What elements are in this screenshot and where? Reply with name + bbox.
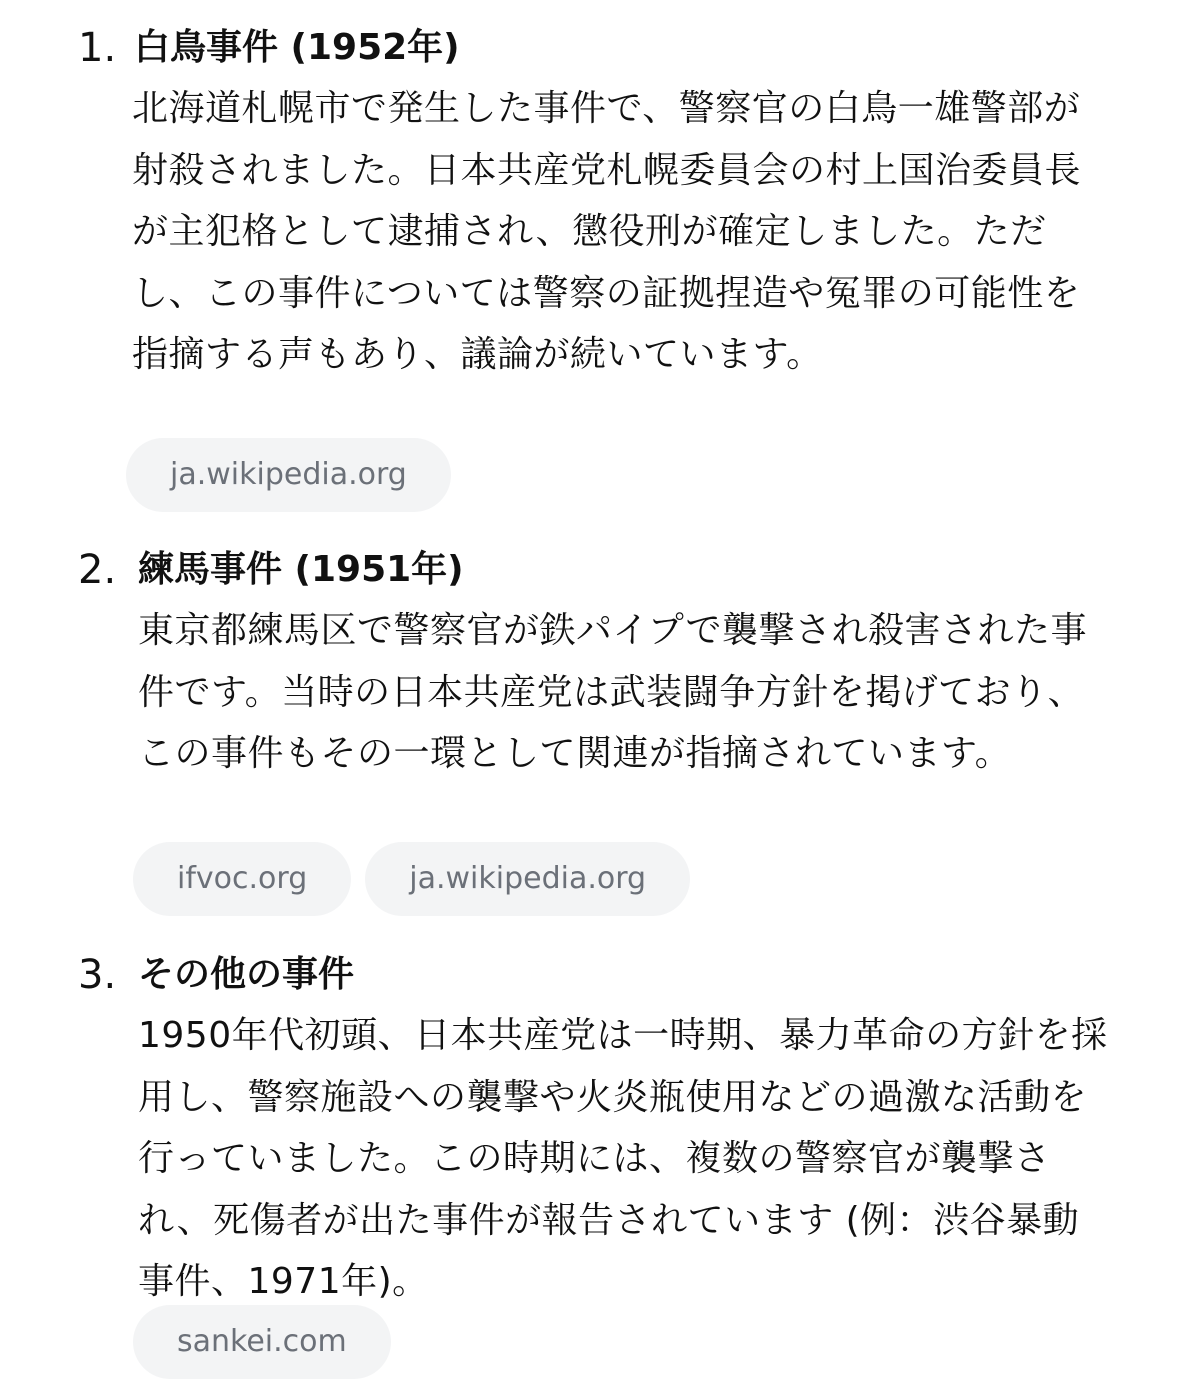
list-item-title: 練馬事件 (1951年) xyxy=(138,549,464,590)
list-item-number: 2. xyxy=(78,547,117,593)
list-item-title: 白鳥事件 (1952年) xyxy=(134,27,460,68)
source-chips xyxy=(133,842,690,916)
list-item-number: 3. xyxy=(78,952,117,998)
list-item-title: その他の事件 xyxy=(138,954,355,995)
list-item-body: 東京都練馬区で警察官が鉄パイプで襲撃され殺害された事件です。当時の日本共産党は武装闘争方針を掲げており、この事件もその一環として関連が指摘されています。 xyxy=(138,610,1088,774)
source-chips xyxy=(133,1305,391,1379)
source-chip[interactable]: ifvoc.org xyxy=(133,842,351,916)
list-item-body: 1950年代初頭、日本共産党は一時期、暴力革命の方針を採用し、警察施設への襲撃や火炎瓶使用などの過激な活動を行っていました。この時期には、複数の警察官が襲撃され、死傷者が出た事件が報告されています (例：渋谷暴動事件、1971年)。 xyxy=(138,1015,1108,1302)
list-item-number: 1. xyxy=(78,25,117,71)
list-item-body: 北海道札幌市で発生した事件で、警察官の白鳥一雄警部が射殺されました。日本共産党札幌委員会の村上国治委員長が主犯格として逮捕され、懲役刑が確定しました。ただし、この事件については警察の証拠捏造や冤罪の可能性を指摘する声もあり、議論が続いています。 xyxy=(132,88,1082,375)
source-chip[interactable]: ja.wikipedia.org xyxy=(126,438,451,512)
source-chip[interactable]: ja.wikipedia.org xyxy=(365,842,690,916)
source-chip[interactable]: sankei.com xyxy=(133,1305,391,1379)
source-chips xyxy=(126,438,451,512)
